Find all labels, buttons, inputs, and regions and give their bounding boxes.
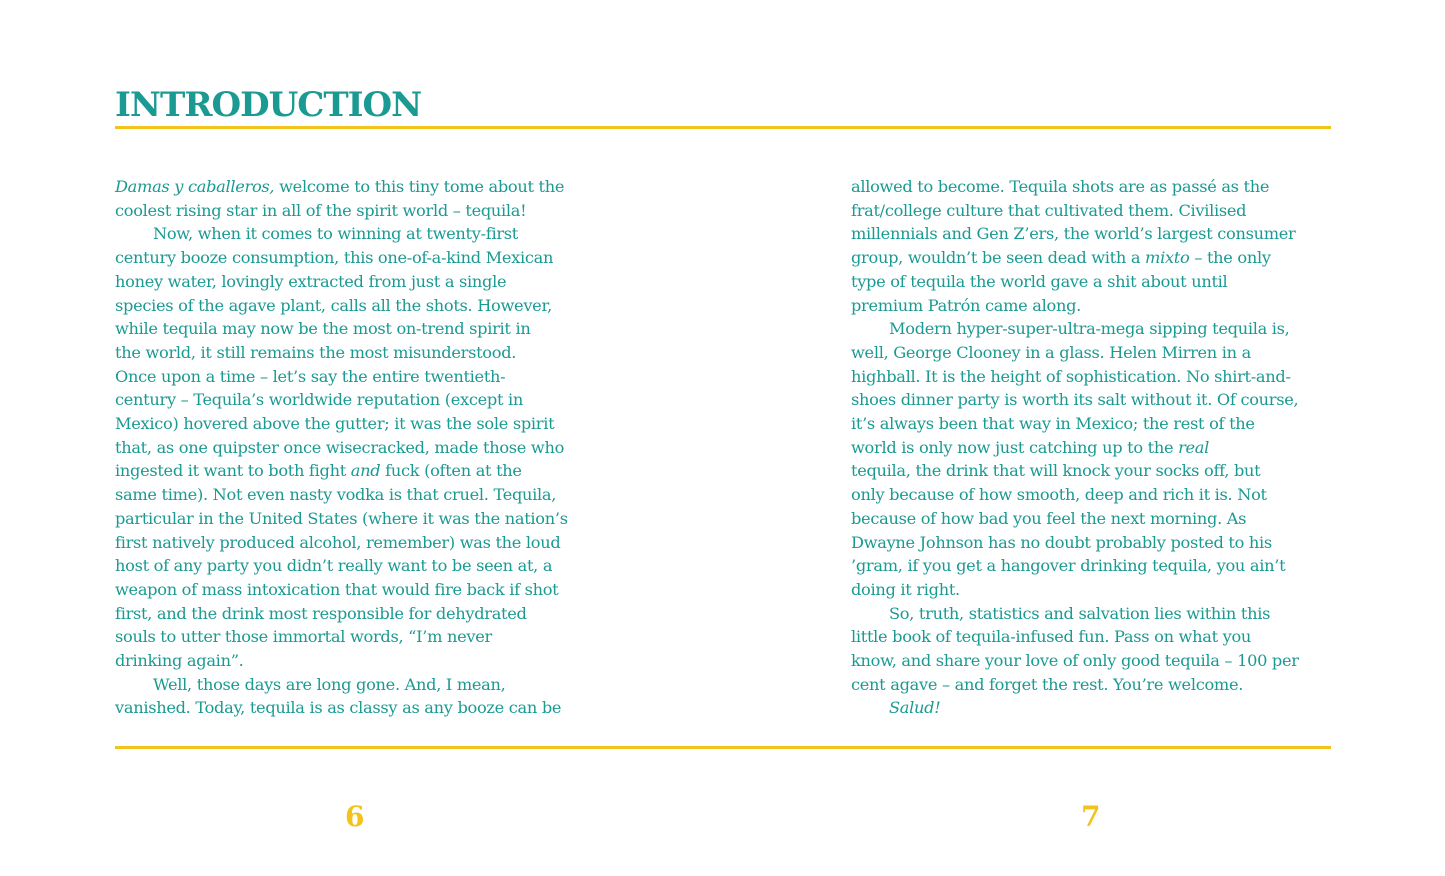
text-line: Salud! (889, 698, 941, 718)
text-line: well, George Clooney in a glass. Helen Mirren in a (851, 342, 1251, 362)
text-line: while tequila may now be the most on-trend spirit in (115, 319, 531, 339)
text-line: Damas y caballeros, welcome to this tiny tome about the (115, 177, 565, 196)
text-line: that, as one quipster once wisecracked, made those who (115, 437, 565, 457)
text-line: it’s always been that way in Mexico; the rest of the (851, 414, 1255, 434)
text-line: century – Tequila’s worldwide reputation (except in (115, 390, 524, 410)
text-line: allowed to become. Tequila shots are as passé as the (851, 177, 1270, 196)
text-line: premium Patrón came along. (851, 295, 1082, 315)
bottom-divider (115, 746, 1331, 749)
text-line: vanished. Today, tequila is as classy as any booze can be (115, 698, 562, 718)
text-line: Modern hyper-super-ultra-mega sipping tequila is, (889, 319, 1290, 339)
text-line: Well, those days are long gone. And, I mean, (153, 674, 506, 694)
text-line: know, and share your love of only good tequila – 100 per (851, 651, 1299, 671)
right-page-text (851, 175, 1341, 720)
text-line: type of tequila the world gave a shit about until (851, 271, 1228, 291)
text-line: species of the agave plant, calls all the shots. However, (115, 295, 552, 315)
text-line: group, wouldn’t be seen dead with a mixto – the only (851, 248, 1271, 268)
text-line: cent agave – and forget the rest. You’re welcome. (851, 674, 1244, 694)
text-line: doing it right. (851, 579, 960, 599)
left-page-number: 6 (345, 800, 365, 833)
text-line: tequila, the drink that will knock your socks off, but (851, 461, 1261, 481)
text-line: Mexico) hovered above the gutter; it was the sole spirit (115, 414, 555, 434)
text-line: weapon of mass intoxication that would fire back if shot (115, 579, 559, 599)
text-line: the world, it still remains the most misunderstood. (115, 342, 517, 362)
page-title: INTRODUCTION (115, 85, 422, 125)
text-line: host of any party you didn’t really want to be seen at, a (115, 556, 553, 576)
text-line: particular in the United States (where it was the nation’s (115, 508, 568, 528)
text-line: century booze consumption, this one-of-a-kind Mexican (115, 248, 554, 268)
text-line: first, and the drink most responsible for dehydrated (115, 603, 527, 623)
text-line: ingested it want to both fight and fuck (often at the (115, 461, 522, 481)
text-line: same time). Not even nasty vodka is that cruel. Tequila, (115, 485, 557, 505)
text-line: ’gram, if you get a hangover drinking tequila, you ain’t (851, 556, 1286, 576)
text-line: shoes dinner party is worth its salt without it. Of course, (851, 390, 1299, 410)
text-line: souls to utter those immortal words, “I’m never (115, 627, 492, 647)
text-line: millennials and Gen Z’ers, the world’s largest consumer (851, 224, 1296, 244)
text-line: Dwayne Johnson has no doubt probably posted to his (851, 532, 1272, 552)
text-line: first natively produced alcohol, remember) was the loud (115, 532, 561, 552)
right-page-number: 7 (1081, 800, 1101, 833)
text-line: frat/college culture that cultivated them. Civilised (851, 200, 1247, 220)
text-line: Once upon a time – let’s say the entire twentieth- (115, 366, 506, 386)
text-line: coolest rising star in all of the spirit world – tequila! (115, 200, 527, 220)
left-page-text (115, 175, 605, 720)
top-divider (115, 126, 1331, 129)
text-line: honey water, lovingly extracted from just a single (115, 271, 507, 291)
text-line: only because of how smooth, deep and rich it is. Not (851, 485, 1267, 505)
text-line: drinking again”. (115, 651, 244, 671)
text-line: world is only now just catching up to the real (851, 437, 1210, 457)
text-line: Now, when it comes to winning at twenty-first (153, 224, 518, 244)
text-line: because of how bad you feel the next morning. As (851, 508, 1247, 528)
text-line: little book of tequila-infused fun. Pass on what you (851, 627, 1252, 647)
text-line: So, truth, statistics and salvation lies within this (889, 603, 1271, 623)
text-line: highball. It is the height of sophistication. No shirt-and- (851, 366, 1291, 386)
